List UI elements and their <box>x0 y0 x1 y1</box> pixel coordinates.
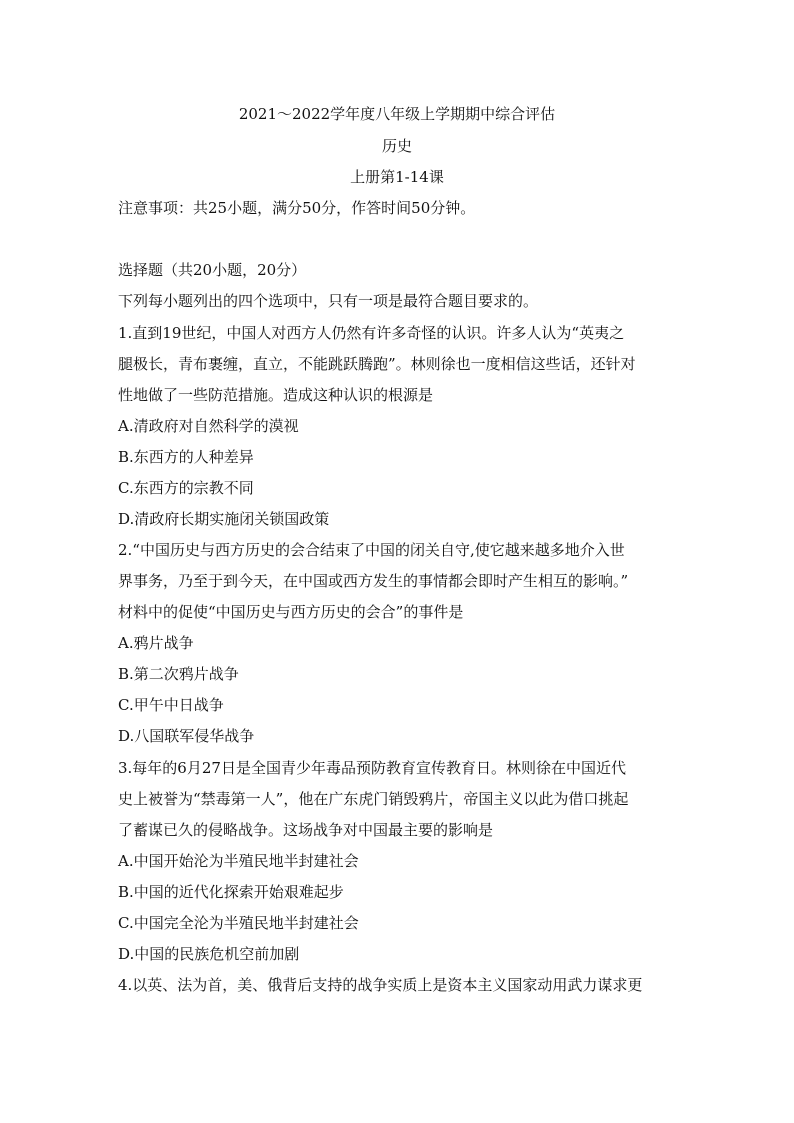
question-2-option-b: B.第二次鸦片战争 <box>118 665 239 683</box>
question-1-option-c: C.东西方的宗教不同 <box>118 479 254 497</box>
question-2-option-c: C.甲午中日战争 <box>118 696 224 714</box>
question-2-option-a: A.鸦片战争 <box>118 634 194 652</box>
question-3-option-d: D.中国的民族危机空前加剧 <box>118 945 300 963</box>
notice-text: 注意事项：共25小题，满分50分，作答时间50分钟。 <box>118 199 476 217</box>
question-1-option-b: B.东西方的人种差异 <box>118 448 254 466</box>
section-instruction: 下列每小题列出的四个选项中，只有一项是最符合题目要求的。 <box>118 292 539 310</box>
exam-title: 2021～2022学年度八年级上学期期中综合评估 <box>238 105 556 123</box>
question-4-line-1: 4.以英、法为首，美、俄背后支持的战争实质上是资本主义国家动用武力谋求更 <box>118 976 643 994</box>
question-3-option-b: B.中国的近代化探索开始艰难起步 <box>118 883 344 901</box>
question-3-line-2: 史上被誉为“禁毒第一人”，他在广东虎门销毁鸦片，帝国主义以此为借口挑起 <box>118 790 629 808</box>
question-3-option-c: C.中国完全沦为半殖民地半封建社会 <box>118 914 359 932</box>
question-3-line-1: 3.每年的6月27日是全国青少年毒品预防教育宣传教育日。林则徐在中国近代 <box>118 759 626 777</box>
question-3-option-a: A.中国开始沦为半殖民地半封建社会 <box>118 852 359 870</box>
section-heading: 选择题（共20小题，20分） <box>118 261 307 279</box>
question-2-line-1: 2.“中国历史与西方历史的会合结束了中国的闭关自守,使它越来越多地介入世 <box>118 541 625 559</box>
question-1-option-d: D.清政府长期实施闭关锁国政策 <box>118 510 330 528</box>
subject-title: 历史 <box>381 137 412 155</box>
question-3-line-3: 了蓄谋已久的侵略战争。这场战争对中国最主要的影响是 <box>118 821 494 839</box>
question-2-line-2: 界事务，乃至于到今天，在中国或西方发生的事情都会即时产生相互的影响。” <box>118 572 629 590</box>
question-1-line-3: 性地做了一些防范措施。造成这种认识的根源是 <box>118 386 434 404</box>
question-1-option-a: A.清政府对自然科学的漠视 <box>118 417 299 435</box>
scope-subtitle: 上册第1-14课 <box>350 168 444 186</box>
question-2-option-d: D.八国联军侵华战争 <box>118 727 255 745</box>
question-2-line-3: 材料中的促使“中国历史与西方历史的会合”的事件是 <box>118 603 464 621</box>
question-1-line-2: 腿极长，青布裹缠，直立，不能跳跃腾跑”。林则徐也一度相信这些话，还针对 <box>118 355 636 373</box>
question-1-line-1: 1.直到19世纪，中国人对西方人仍然有许多奇怪的认识。许多人认为“英夷之 <box>118 324 625 342</box>
